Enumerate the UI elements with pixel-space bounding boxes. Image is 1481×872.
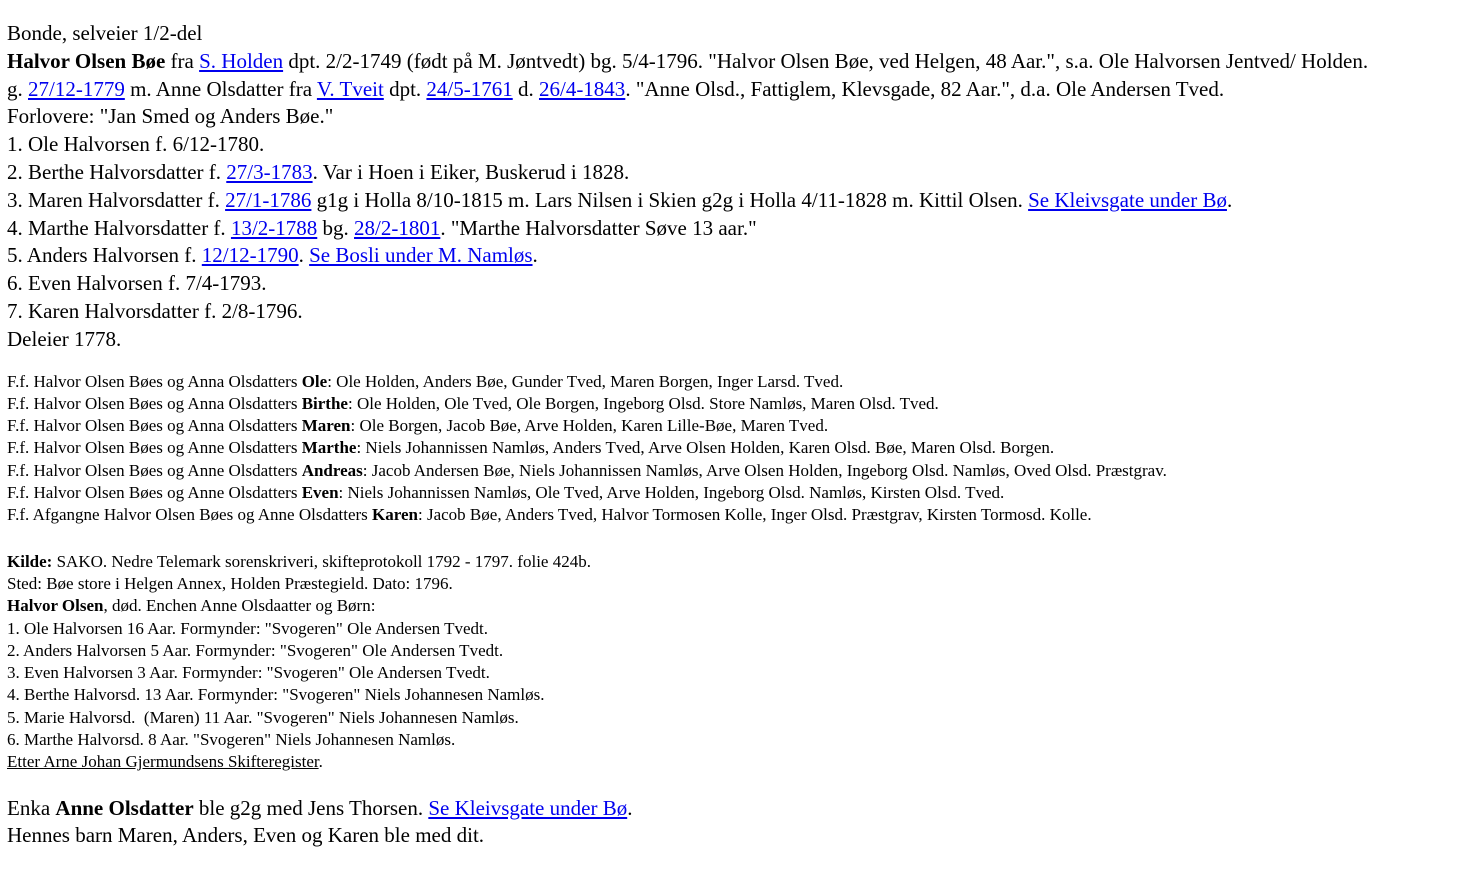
godparents-line — [7, 437, 1473, 459]
godparents-line — [7, 371, 1473, 393]
text: 6. Even Halvorsen f. 7/4-1793. — [7, 271, 267, 296]
text: m. Anne Olsdatter fra — [124, 76, 317, 101]
godparents-line — [7, 460, 1473, 482]
text: 3. Maren Halvorsdatter f. — [7, 187, 226, 212]
godparents-line — [7, 415, 1473, 437]
bold-text: Halvor Olsen Bøe — [7, 48, 166, 73]
remarriage-line — [7, 795, 1473, 823]
link-27-3-1783[interactable]: 27/3-1783 — [226, 159, 313, 184]
text: ble g2g med Jens Thorsen. — [193, 795, 429, 820]
link-28-2-1801[interactable]: 28/2-1801 — [354, 215, 441, 240]
text: : Ole Holden, Ole Tved, Ole Borgen, Ingeborg Olsd. Store Namløs, Maren Olsd. Tved. — [347, 393, 939, 413]
text: , død. Enchen Anne Olsdaatter og Børn: — [103, 596, 376, 616]
link-s-holden[interactable]: S. Holden — [199, 48, 284, 73]
bold-text: Birthe — [301, 393, 348, 413]
probate-record-line — [7, 618, 1473, 640]
text: dpt. — [383, 76, 427, 101]
text: fra — [165, 48, 200, 73]
text: . Var i Hoen i Eiker, Buskerud i 1828. — [312, 159, 630, 184]
text: dpt. 2/2-1749 (født på M. Jøntvedt) bg. 5/4-1796. "Halvor Olsen Bøe, ved Helgen, 48 Aar.", s.a. Ole Halvorsen Jentved/ Holden. — [283, 48, 1369, 73]
bold-text: Ole — [301, 371, 328, 391]
bold-text: Marthe — [301, 438, 357, 458]
person-intro-line — [7, 187, 1473, 215]
bold-text: Anne Olsdatter — [55, 795, 194, 820]
person-intro-line — [7, 215, 1473, 243]
person-intro-line — [7, 103, 1473, 131]
text: . "Anne Olsd., Fattiglem, Klevsgade, 82 Aar.", d.a. Ole Andersen Tved. — [625, 76, 1225, 101]
link-24-5-1761[interactable]: 24/5-1761 — [426, 76, 513, 101]
link-v-tveit[interactable]: V. Tveit — [316, 76, 384, 101]
probate-record-line — [7, 640, 1473, 662]
text: g. — [7, 76, 28, 101]
godparents-line — [7, 504, 1473, 526]
godparents-line — [7, 482, 1473, 504]
godparents-block — [7, 371, 1473, 527]
probate-record-line — [7, 662, 1473, 684]
text: F.f. Halvor Olsen Bøes og Anna Olsdatters — [7, 371, 302, 391]
text: . "Marthe Halvorsdatter Søve 13 aar." — [440, 215, 757, 240]
person-intro-line — [7, 270, 1473, 298]
probate-record-line — [7, 751, 1473, 773]
text: : Niels Johannissen Namløs, Anders Tved, Arve Olsen Holden, Karen Olsd. Bøe, Maren Olsd. Borgen. — [356, 438, 1055, 458]
text: 5. Marie Halvorsd. (Maren) 11 Aar. "Svogeren" Niels Johannesen Namløs. — [7, 707, 519, 727]
person-intro-block — [7, 20, 1473, 354]
probate-record-line — [7, 707, 1473, 729]
reference-etter-arne-johan-gjermundsens-skifteregister[interactable]: Etter Arne Johan Gjermundsens Skifteregister — [7, 752, 319, 772]
probate-record-line — [7, 573, 1473, 595]
text: 7. Karen Halvorsdatter f. 2/8-1796. — [7, 298, 303, 323]
text: 2. Anders Halvorsen 5 Aar. Formynder: "Svogeren" Ole Andersen Tvedt. — [7, 640, 504, 660]
link-se-bosli-under-m-namløs[interactable]: Se Bosli under M. Namløs — [309, 243, 533, 268]
text: Hennes barn Maren, Anders, Even og Karen ble med dit. — [7, 823, 485, 848]
text: Bonde, selveier 1/2-del — [7, 21, 203, 45]
text: 6. Marthe Halvorsd. 8 Aar. "Svogeren" Niels Johannesen Namløs. — [7, 730, 456, 750]
link-13-2-1788[interactable]: 13/2-1788 — [230, 215, 318, 240]
text: F.f. Afgangne Halvor Olsen Bøes og Anne Olsdatters — [7, 505, 373, 525]
person-intro-line — [7, 48, 1473, 76]
probate-record-line — [7, 729, 1473, 751]
text: F.f. Halvor Olsen Bøes og Anne Olsdatters — [7, 483, 302, 503]
link-27-1-1786[interactable]: 27/1-1786 — [225, 187, 312, 212]
text: SAKO. Nedre Telemark sorenskriveri, skifteprotokoll 1792 - 1797. folie 424b. — [52, 551, 591, 571]
text: : Jacob Bøe, Anders Tved, Halvor Tormosen Kolle, Inger Olsd. Præstgrav, Kirsten Tormosd. Kolle. — [418, 505, 1092, 525]
link-27-12-1779[interactable]: 27/12-1779 — [28, 76, 125, 101]
text: : Ole Holden, Anders Bøe, Gunder Tved, Maren Borgen, Inger Larsd. Tved. — [327, 371, 844, 391]
text: 3. Even Halvorsen 3 Aar. Formynder: "Svogeren" Ole Andersen Tvedt. — [7, 663, 490, 683]
bold-text: Andreas — [301, 460, 363, 480]
text: 4. Berthe Halvorsd. 13 Aar. Formynder: "Svogeren" Niels Johannesen Namløs. — [7, 685, 545, 705]
text: Enka — [7, 795, 56, 820]
remarriage-block — [7, 795, 1473, 851]
person-intro-line — [7, 76, 1473, 104]
godparents-line — [7, 393, 1473, 415]
probate-record-block — [7, 551, 1473, 774]
text: : Niels Johannissen Namløs, Ole Tved, Arve Holden, Ingeborg Olsd. Namløs, Kirsten Olsd. Tved. — [338, 483, 1005, 503]
remarriage-line — [7, 822, 1473, 850]
text: Deleier 1778. — [7, 326, 122, 351]
text: bg. — [317, 215, 355, 240]
text: . — [532, 243, 538, 268]
text: 1. Ole Halvorsen 16 Aar. Formynder: "Svogeren" Ole Andersen Tvedt. — [7, 618, 488, 638]
person-intro-line — [7, 131, 1473, 159]
text: : Ole Borgen, Jacob Bøe, Arve Holden, Karen Lille-Bøe, Maren Tved. — [350, 416, 829, 436]
person-intro-line — [7, 242, 1473, 270]
text: 1. Ole Halvorsen f. 6/12-1780. — [7, 132, 265, 157]
bold-text: Halvor Olsen — [7, 596, 104, 616]
text: 5. Anders Halvorsen f. — [7, 243, 202, 268]
text: F.f. Halvor Olsen Bøes og Anna Olsdatters — [7, 416, 302, 436]
text: F.f. Halvor Olsen Bøes og Anne Olsdatters — [7, 438, 302, 458]
text: Sted: Bøe store i Helgen Annex, Holden Præstegield. Dato: 1796. — [7, 573, 453, 593]
text: . — [1226, 187, 1233, 212]
person-intro-line — [7, 298, 1473, 326]
text: 4. Marthe Halvorsdatter f. — [7, 215, 231, 240]
link-se-kleivsgate-under-bø[interactable]: Se Kleivsgate under Bø — [1028, 187, 1227, 212]
text: F.f. Halvor Olsen Bøes og Anna Olsdatters — [7, 393, 302, 413]
bold-text: Karen — [372, 505, 418, 525]
text: Forlovere: "Jan Smed og Anders Bøe." — [7, 104, 334, 129]
text: . — [627, 795, 633, 820]
person-intro-line — [7, 159, 1473, 187]
text: F.f. Halvor Olsen Bøes og Anne Olsdatters — [7, 460, 302, 480]
text: . — [298, 243, 310, 268]
probate-record-line — [7, 551, 1473, 573]
text: : Jacob Andersen Bøe, Niels Johannissen Namløs, Arve Olsen Holden, Ingeborg Olsd. Namløs, Oved Olsd. Præstgrav. — [362, 460, 1167, 480]
bold-text: Maren — [301, 416, 351, 436]
bold-text: Even — [301, 483, 339, 503]
person-intro-line — [7, 20, 1473, 48]
link-12-12-1790[interactable]: 12/12-1790 — [201, 243, 299, 268]
text: d. — [512, 76, 539, 101]
text: 2. Berthe Halvorsdatter f. — [7, 159, 227, 184]
probate-record-line — [7, 595, 1473, 617]
bold-text: Kilde: — [7, 551, 53, 571]
link-26-4-1843[interactable]: 26/4-1843 — [538, 76, 626, 101]
text: . — [318, 752, 323, 772]
person-intro-line — [7, 326, 1473, 354]
probate-record-line — [7, 684, 1473, 706]
text: g1g i Holla 8/10-1815 m. Lars Nilsen i Skien g2g i Holla 4/11-1828 m. Kittil Olsen. — [311, 187, 1029, 212]
link-se-kleivsgate-under-bø[interactable]: Se Kleivsgate under Bø — [428, 795, 628, 820]
